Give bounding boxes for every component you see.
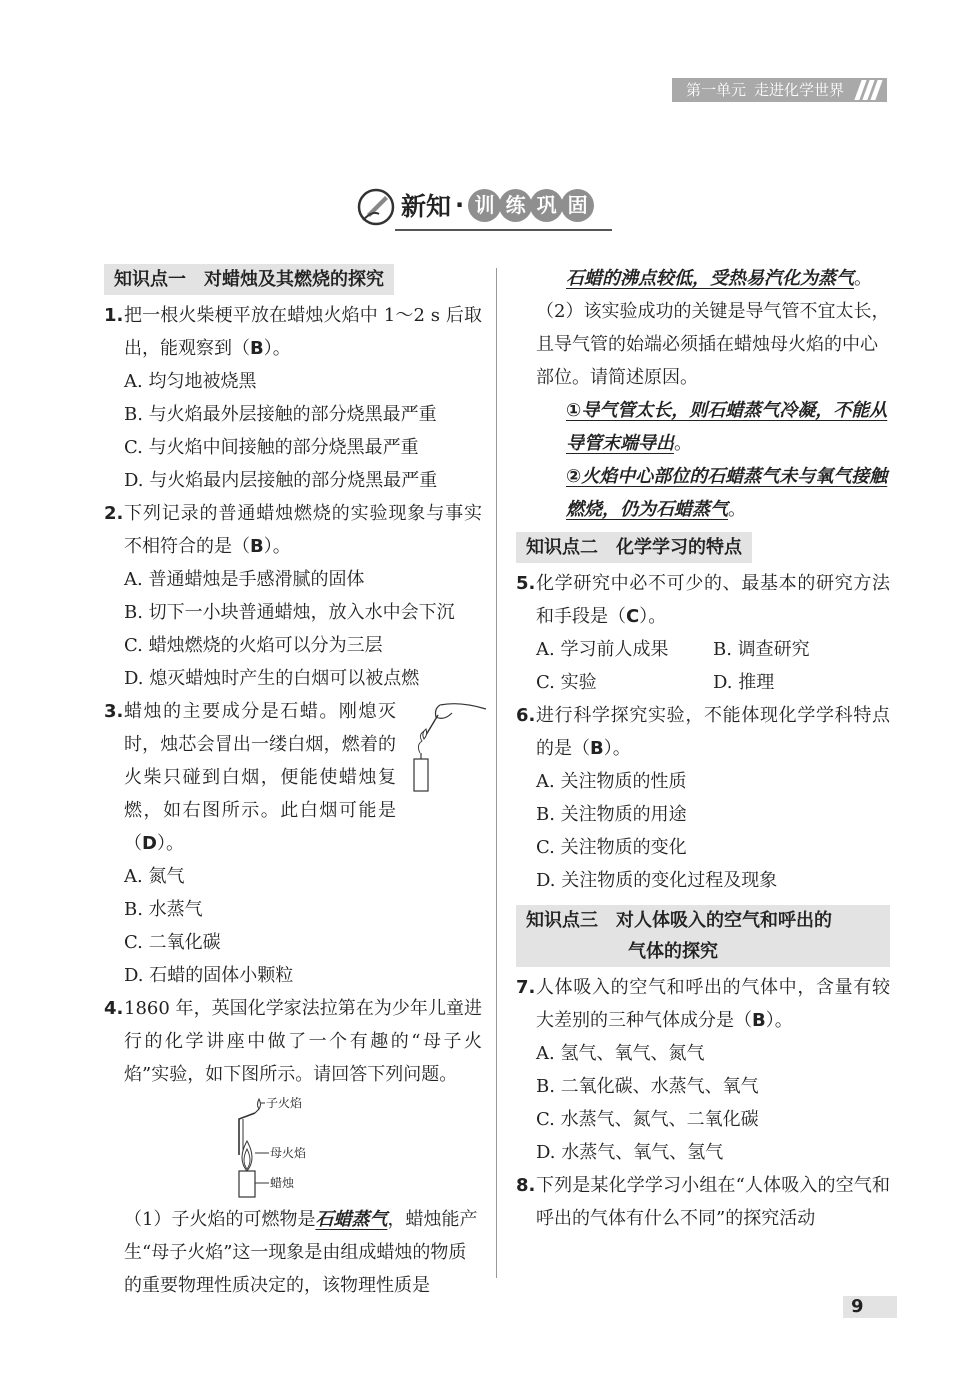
pen-emblem-icon [355,184,397,226]
answer-mark: D [142,833,157,854]
question-3 [104,695,482,992]
handwritten-answer: ②火焰中心部位的石蜡蒸气未与氧气接触燃烧，仍为石蜡蒸气 [566,466,888,520]
option: C. 二氧化碳 [124,932,221,953]
question-4-part-2: （2）该实验成功的关键是导气管不宜太长，且导气管的始端必须插在蜡烛母火焰的中心部位。请简述原因。 ①导气管太长，则石蜡蒸气冷凝，不能从导管末端导出。 ②火焰中心部位的石蜡蒸气未与氧气接触燃烧，仍为石蜡蒸气。 [536,301,890,520]
unit-label: 第一单元 [685,81,746,99]
option: D. 熄灭蜡烛时产生的白烟可以被点燃 [124,668,420,689]
question-number: 1. [104,305,124,326]
label-mother-flame: 母火焰 [270,1146,307,1160]
option: B. 二氧化碳、水蒸气、氧气 [536,1076,759,1097]
knowledge-point-3-heading: 知识点三 对人体吸入的空气和呼出的 气体的探究 [516,905,890,967]
option: D. 关注物质的变化过程及现象 [536,870,778,891]
question-4-part-1: （1）子火焰的可燃物是石蜡蒸气，蜡烛能产生“母子火焰”这一现象是由组成蜡烛的物质的重要物理性质决定的，该物理性质是 [124,1209,478,1296]
question-stem: 下列记录的普通蜡烛燃烧的实验现象与事实不相符合的是（B）。 [124,503,482,557]
question-8 [516,1169,890,1235]
option: C. 蜡烛燃烧的火焰可以分为三层 [124,635,383,656]
candle-relight-figure [400,695,488,795]
right-column [516,262,890,1235]
option: B. 调查研究 [713,639,810,660]
section-title-pill [468,189,592,222]
question-number: 3. [104,701,124,722]
pill-char: 固 [561,189,594,222]
handwritten-answer: 石蜡蒸气 [315,1209,388,1230]
question-6 [516,699,890,897]
knowledge-point-2-heading: 知识点二 化学学习的特点 [516,532,752,563]
answer-mark: C [626,606,640,627]
option: B. 水蒸气 [124,899,203,920]
answer-mark: B [590,738,604,759]
question-5 [516,567,890,699]
question-stem: 把一根火柴梗平放在蜡烛火焰中 1～2 s 后取出，能观察到（B）。 [124,305,482,359]
option: C. 关注物质的变化 [536,837,687,858]
section-title-dot: · [455,191,465,219]
option: D. 石蜡的固体小颗粒 [124,965,294,986]
left-column [104,262,482,1302]
question-number: 8. [516,1175,536,1196]
option-row [516,666,890,699]
handwritten-answer: ①导气管太长，则石蜡蒸气冷凝，不能从导管末端导出 [566,400,888,454]
answer-mark: B [250,536,264,557]
option: B. 与火焰最外层接触的部分烧黑最严重 [124,404,437,425]
label-candle: 蜡烛 [270,1176,295,1190]
option: D. 与火焰最内层接触的部分烧黑最严重 [124,470,438,491]
option: C. 实验 [536,672,597,693]
option: A. 普通蜡烛是手感滑腻的固体 [124,569,365,590]
question-number: 6. [516,705,536,726]
question-number: 7. [516,977,536,998]
question-number: 5. [516,573,536,594]
column-divider [496,268,497,1278]
option: C. 水蒸气、氮气、二氧化碳 [536,1109,759,1130]
question-stem: 进行科学探究实验，不能体现化学学科特点的是（B）。 [536,705,890,759]
option: B. 切下一小块普通蜡烛，放入水中会下沉 [124,602,455,623]
option: A. 氮气 [124,866,185,887]
answer-mark: B [250,338,264,359]
answer-mark: B [752,1010,766,1031]
question-stem: 化学研究中必不可少的、最基本的研究方法和手段是（C）。 [536,573,890,627]
question-4-part-1-cont: 石蜡的沸点较低，受热易汽化为蒸气。 [566,268,872,289]
option: A. 关注物质的性质 [536,771,687,792]
question-stem: 蜡烛的主要成分是石蜡。刚熄灭时，烛芯会冒出一缕白烟，燃着的火柴只碰到白烟，便能使蜡烛复燃，如右图所示。此白烟可能是（D）。 [104,695,482,860]
question-2 [104,497,482,695]
question-4 [104,992,482,1302]
section-title-main: 新知 [401,192,452,221]
option: C. 与火焰中间接触的部分烧黑最严重 [124,437,419,458]
mother-child-flame-figure [233,1097,353,1201]
option: A. 均匀地被烧黑 [124,371,257,392]
option: A. 氢气、氧气、氮气 [536,1043,705,1064]
pill-char: 训 [468,189,501,222]
question-stem: 下列是某化学学习小组在“人体吸入的空气和呼出的气体有什么不同”的探究活动 [536,1175,890,1229]
question-stem: 1860 年，英国化学家法拉第在为少年儿童进行的化学讲座中做了一个有趣的“母子火焰”实验，如下图所示。请回答下列问题。 [124,998,482,1085]
option-row [516,633,890,666]
unit-title: 走进化学世界 [753,81,844,99]
option: D. 水蒸气、氧气、氢气 [536,1142,724,1163]
question-stem: 人体吸入的空气和呼出的气体中，含量有较大差别的三种气体成分是（B）。 [536,977,890,1031]
knowledge-point-1-heading: 知识点一 对蜡烛及其燃烧的探究 [104,264,394,295]
handwritten-answer: 石蜡的沸点较低，受热易汽化为蒸气 [566,268,854,289]
title-underline [395,229,612,231]
section-title [355,183,592,227]
question-number: 2. [104,503,124,524]
option: D. 推理 [713,672,775,693]
unit-header-tab [672,78,887,102]
question-7 [516,971,890,1169]
option: B. 关注物质的用途 [536,804,687,825]
pill-char: 巩 [530,189,563,222]
page-number: 9 [843,1296,897,1318]
question-number: 4. [104,998,124,1019]
option: A. 学习前人成果 [536,639,669,660]
question-1 [104,299,482,497]
label-child-flame: 子火焰 [266,1097,303,1110]
stripe-decoration [858,80,879,100]
pill-char: 练 [499,189,532,222]
